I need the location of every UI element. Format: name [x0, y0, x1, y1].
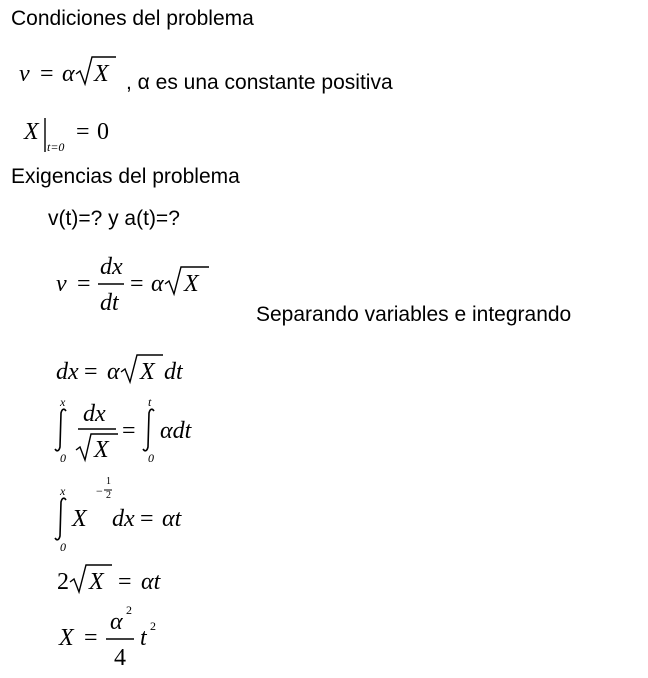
eq8-t-exponent: 2 — [150, 619, 156, 633]
eq3-fraction-bar — [98, 283, 126, 286]
eq7-x: X — [89, 569, 104, 595]
eq3-equals: = — [77, 271, 91, 297]
eq1-equals: = — [40, 61, 54, 87]
eq5-lower-limit-2: 0 — [148, 451, 154, 465]
eq3-x: X — [184, 271, 199, 297]
requirements-heading: Exigencias del problema — [11, 165, 240, 188]
separation-note: Separando variables e integrando — [256, 303, 572, 326]
eq5-x: X — [94, 437, 109, 463]
eq6-exponent-sign: − — [96, 484, 103, 498]
eq4-dt: dt — [164, 359, 183, 385]
eq5-upper-limit-1: x — [60, 395, 66, 409]
eq5-rhs: αdt — [160, 418, 192, 444]
eq2-subscript: t=0 — [47, 140, 65, 154]
eq1-alpha: α — [62, 61, 75, 87]
eq6-upper-limit: x — [60, 484, 66, 498]
eq6-lower-limit: 0 — [60, 540, 66, 554]
eq4-dx: dx — [56, 359, 79, 385]
eq2-zero: 0 — [97, 119, 109, 145]
eq3-v: v — [56, 271, 67, 297]
eq6-dx: dx — [112, 506, 135, 532]
eq4-x: X — [140, 359, 155, 385]
eq5-upper-limit-2: t — [148, 395, 152, 409]
eq5-equals: = — [122, 418, 136, 444]
requirements-question: v(t)=? y a(t)=? — [48, 207, 180, 230]
alpha-constant-note: , α es una constante positiva — [126, 71, 393, 94]
eq8-t: t — [140, 625, 147, 651]
eq7-rhs: αt — [141, 569, 161, 595]
eq3-alpha: α — [151, 271, 164, 297]
eq4-equals: = — [84, 359, 98, 385]
eq5-fraction-bar — [78, 428, 118, 431]
eq8-numerator-exponent: 2 — [126, 603, 132, 617]
eq5-integral-sign-1 — [54, 408, 68, 452]
eq2-equals: = — [76, 119, 90, 145]
eq5-numerator: dx — [83, 401, 106, 427]
eq3-denominator: dt — [100, 290, 119, 316]
eq7-equals: = — [118, 569, 132, 595]
eq7-two: 2 — [57, 569, 69, 595]
eq6-exponent-numerator: 1 — [106, 476, 111, 487]
eq1-v: v — [19, 61, 30, 87]
eq6-integral-sign — [54, 497, 68, 541]
eq1-x: X — [94, 61, 109, 87]
eq6-equals: = — [140, 506, 154, 532]
eq6-x: X — [72, 506, 87, 532]
eq8-denominator: 4 — [114, 645, 126, 671]
eq8-fraction-bar — [106, 638, 136, 641]
eq6-exponent-denominator: 2 — [106, 490, 111, 501]
eq2-x: X — [24, 119, 39, 145]
eq8-numerator-alpha: α — [110, 609, 123, 635]
eq6-rhs: αt — [162, 506, 182, 532]
conditions-heading: Condiciones del problema — [11, 7, 254, 30]
eq5-lower-limit-1: 0 — [60, 451, 66, 465]
eq4-alpha: α — [107, 359, 120, 385]
eq5-integral-sign-2 — [142, 408, 156, 452]
eq8-x: X — [59, 625, 74, 651]
eq8-equals: = — [84, 625, 98, 651]
eq3-numerator: dx — [100, 254, 123, 280]
eq3-equals-2: = — [130, 271, 144, 297]
